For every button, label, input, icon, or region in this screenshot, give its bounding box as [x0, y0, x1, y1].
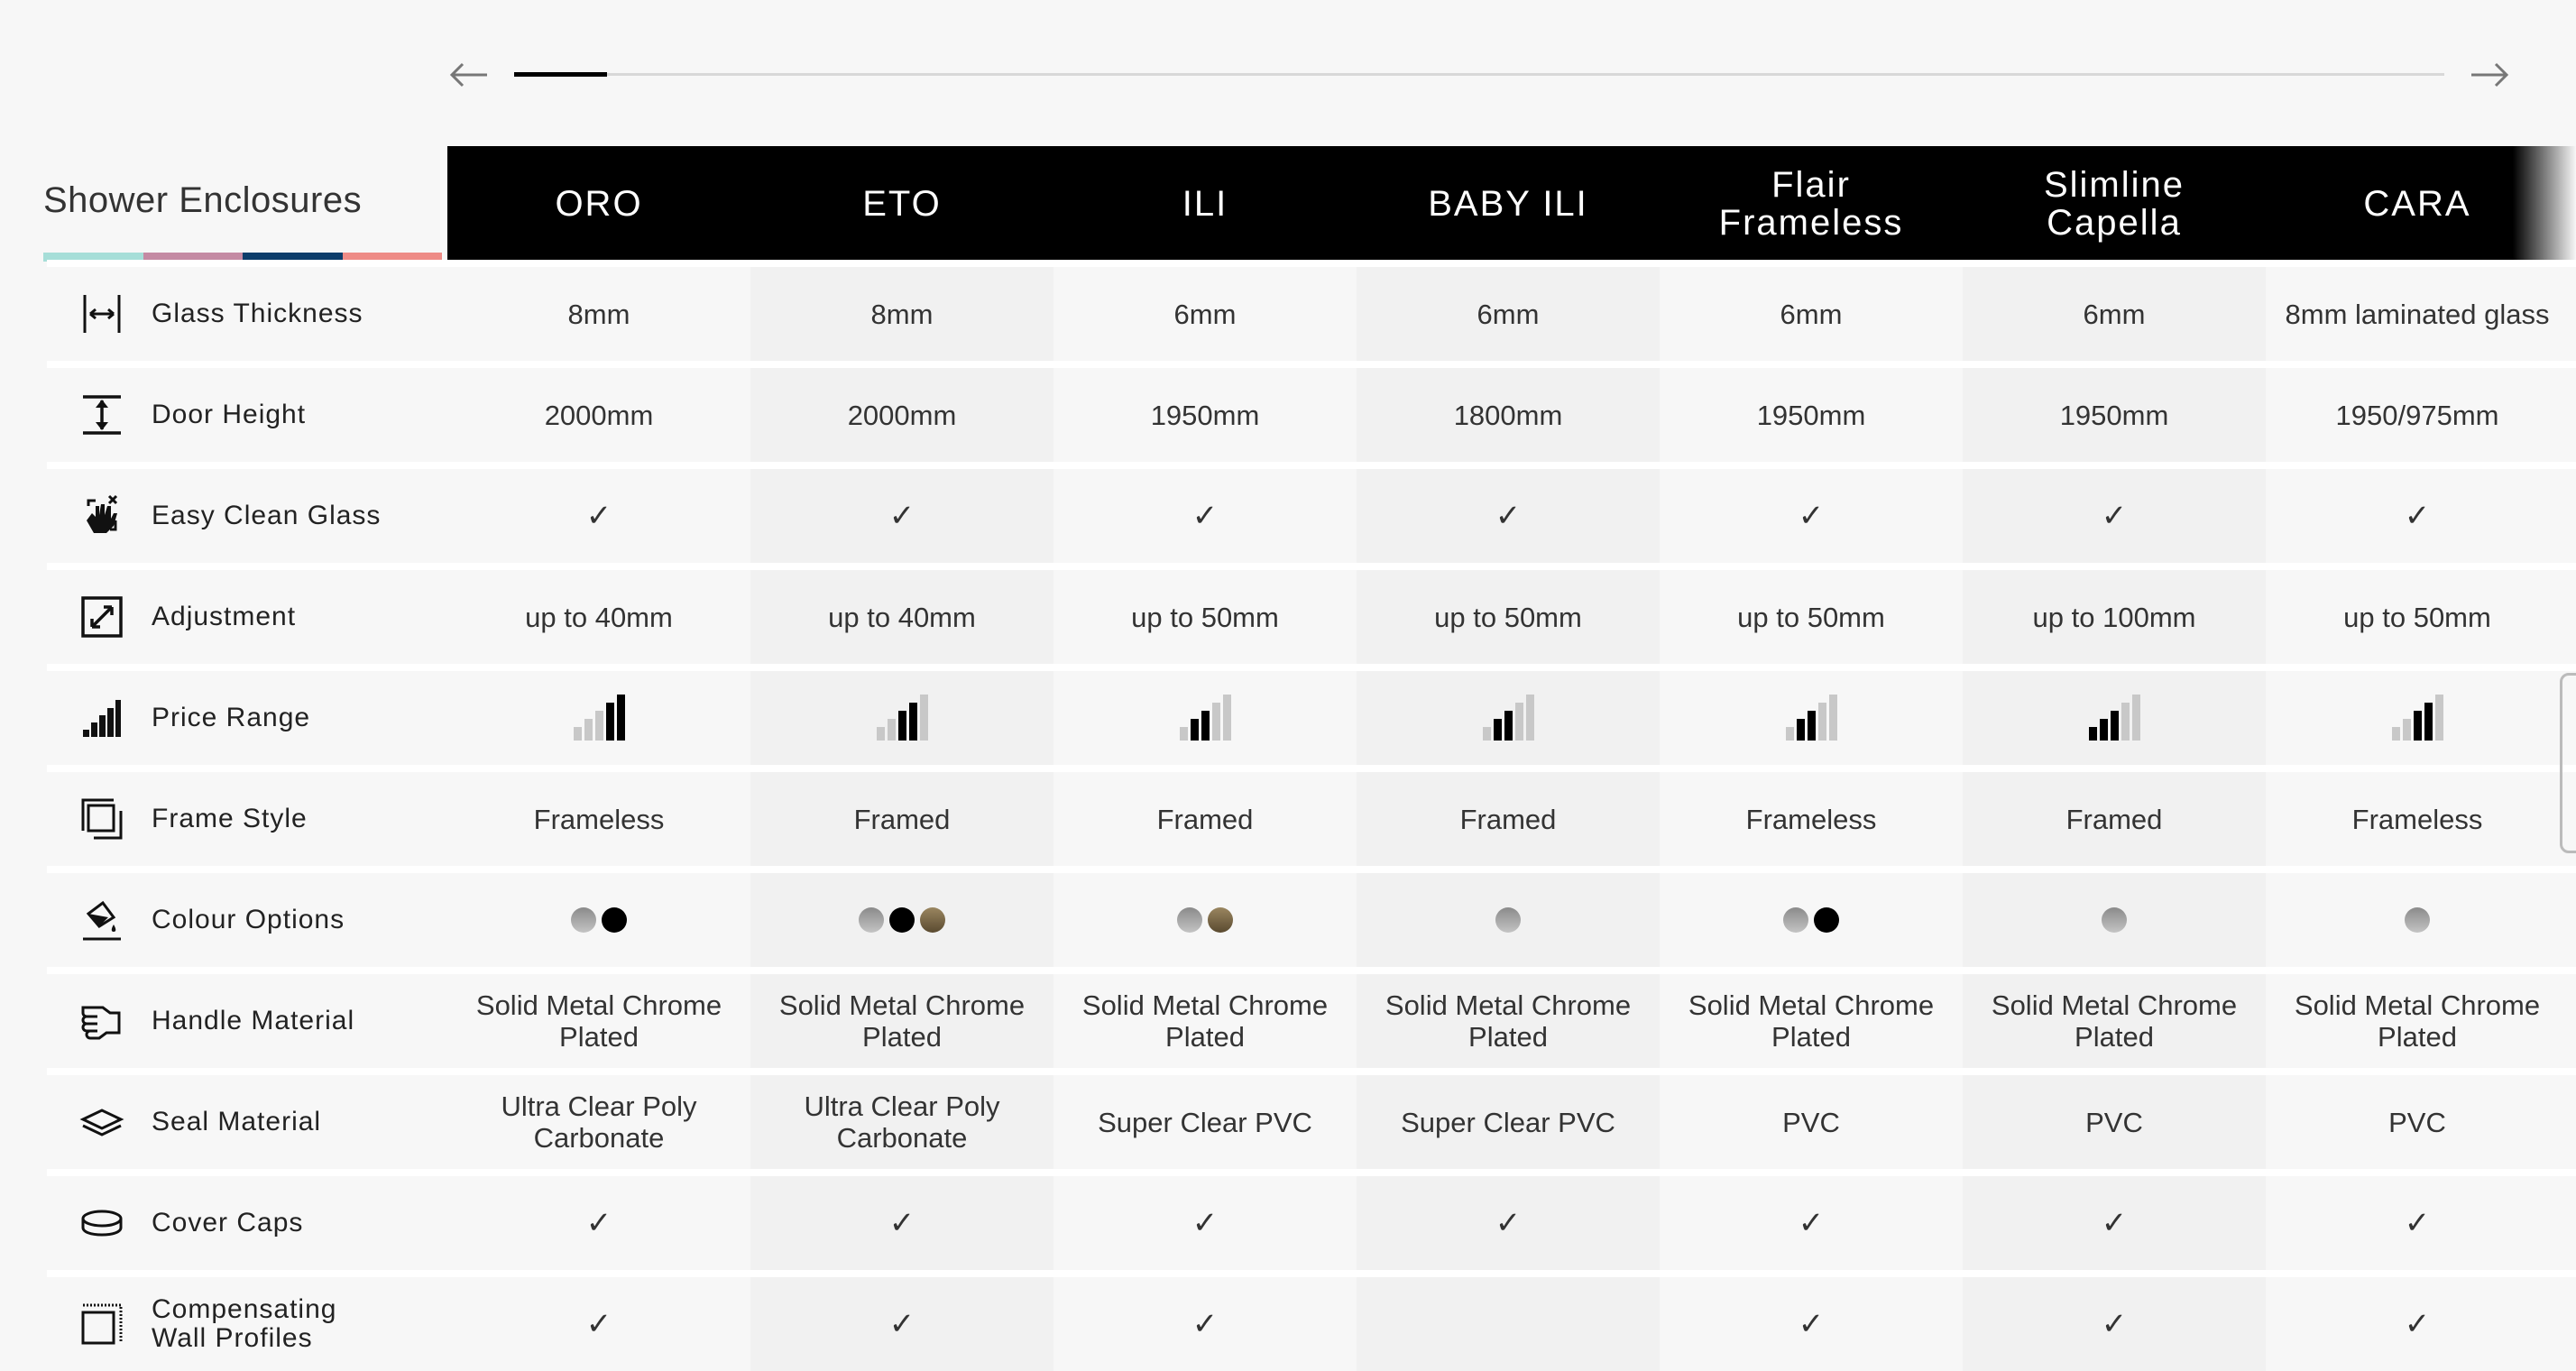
page-scrollbar[interactable]	[2560, 673, 2576, 853]
cell-value: Solid Metal Chrome Plated	[475, 989, 722, 1053]
price-bar	[920, 695, 928, 741]
table-cell	[1053, 873, 1357, 967]
table-cell	[1357, 469, 1660, 563]
price-bar	[2403, 719, 2411, 741]
table-cell	[1660, 368, 1963, 462]
product-header-row	[447, 146, 2576, 262]
table-cell	[447, 1277, 750, 1371]
table-cell	[447, 267, 750, 361]
table-row	[47, 671, 2576, 765]
cell-value: PVC	[2388, 1106, 2446, 1138]
row-divider	[47, 1270, 2576, 1277]
row-label	[47, 1176, 440, 1270]
page-title: Shower Enclosures	[43, 180, 363, 220]
product-name: ORO	[555, 184, 643, 224]
table-cell	[1357, 267, 1660, 361]
cell-value: up to 40mm	[828, 601, 976, 633]
check-icon: ✓	[1191, 498, 1219, 533]
table-cell	[1660, 671, 1963, 765]
table-cell	[1660, 469, 1963, 563]
check-icon: ✓	[1191, 1205, 1219, 1240]
cell-value: up to 50mm	[1131, 601, 1279, 633]
table-cell	[1963, 1176, 2266, 1270]
price-bar	[2414, 711, 2422, 741]
cell-value: Solid Metal Chrome Plated	[778, 989, 1026, 1053]
row-label	[47, 1075, 440, 1169]
price-bar	[1180, 727, 1188, 741]
table-row	[47, 469, 2576, 563]
row-divider	[47, 462, 2576, 469]
cell-value: Ultra Clear Poly Carbonate	[501, 1090, 697, 1154]
price-level-indicator	[1786, 695, 1837, 741]
price-bar	[1526, 695, 1534, 741]
check-icon: ✓	[1798, 498, 1825, 533]
price-bar	[606, 703, 614, 741]
cell-value: Frameless	[1745, 803, 1877, 835]
price-bar	[898, 711, 906, 741]
table-cell	[2266, 570, 2569, 664]
price-level-indicator	[1180, 695, 1231, 741]
layers-icon	[79, 1100, 124, 1145]
table-cell	[750, 570, 1053, 664]
table-cell	[750, 469, 1053, 563]
check-icon: ✓	[1191, 1306, 1219, 1341]
cell-value: 8mm	[567, 298, 630, 330]
product-header	[447, 146, 750, 262]
price-bar	[2132, 695, 2140, 741]
table-row	[47, 1176, 2576, 1270]
cell-value: Solid Metal Chrome Plated	[1991, 989, 2238, 1053]
table-cell	[750, 1176, 1053, 1270]
cell-value: 2000mm	[544, 399, 654, 431]
price-bar	[2392, 727, 2400, 741]
table-cell	[750, 1277, 1053, 1371]
table-cell	[2266, 1075, 2569, 1169]
table-cell	[1660, 974, 1963, 1068]
cell-value: Framed	[2065, 803, 2163, 835]
frame-style-icon	[79, 796, 124, 842]
price-level-indicator	[2089, 695, 2140, 741]
table-cell	[2266, 671, 2569, 765]
table-cell	[1357, 974, 1660, 1068]
colour-swatch-chrome	[571, 907, 596, 933]
row-label	[47, 368, 440, 462]
price-bar	[1515, 703, 1523, 741]
cell-value: up to 50mm	[1737, 601, 1885, 633]
table-cell	[1963, 1277, 2266, 1371]
price-bar	[617, 695, 625, 741]
table-row	[47, 1075, 2576, 1169]
cell-value: up to 50mm	[1434, 601, 1582, 633]
row-label-text: Colour Options	[152, 905, 345, 934]
table-row	[47, 772, 2576, 866]
row-label-text: Cover Caps	[152, 1208, 304, 1238]
handle-icon	[79, 998, 124, 1044]
cell-value: Solid Metal Chrome Plated	[1385, 989, 1632, 1053]
adjustment-icon	[79, 594, 124, 639]
easy-clean-icon	[79, 493, 124, 538]
row-label	[47, 772, 440, 866]
cell-value: 8mm laminated glass	[2285, 298, 2550, 330]
table-cell	[1357, 772, 1660, 866]
row-label	[47, 267, 440, 361]
row-label	[47, 570, 440, 664]
cell-value: Super Clear PVC	[1098, 1106, 1312, 1138]
product-header	[750, 146, 1053, 262]
table-cell	[1357, 368, 1660, 462]
table-cell	[2266, 1176, 2569, 1270]
price-bar	[1829, 695, 1837, 741]
price-bar	[1201, 711, 1210, 741]
table-cell	[2266, 974, 2569, 1068]
cell-value: 8mm	[870, 298, 934, 330]
price-bar	[595, 711, 603, 741]
table-row	[47, 368, 2576, 462]
colour-swatch-chrome	[2405, 907, 2430, 933]
colour-swatch-chrome	[1783, 907, 1808, 933]
table-cell	[750, 974, 1053, 1068]
table-cell	[1660, 873, 1963, 967]
price-bar	[1504, 711, 1513, 741]
cell-value: 2000mm	[847, 399, 957, 431]
table-cell	[447, 469, 750, 563]
cell-value: Framed	[853, 803, 951, 835]
check-icon: ✓	[888, 1205, 915, 1240]
table-cell	[1660, 1277, 1963, 1371]
row-label	[47, 671, 440, 765]
table-cell	[1053, 772, 1357, 866]
price-level-indicator	[2392, 695, 2443, 741]
table-cell	[1660, 267, 1963, 361]
cell-value: Frameless	[2351, 803, 2483, 835]
table-cell	[1660, 772, 1963, 866]
row-divider	[47, 765, 2576, 772]
cell-value: up to 50mm	[2343, 601, 2491, 633]
table-cell	[1357, 671, 1660, 765]
check-icon: ✓	[1495, 498, 1522, 533]
row-label-text: Door Height	[152, 400, 307, 429]
colour-swatch-brass	[920, 907, 945, 933]
arrow-left-icon[interactable]	[446, 57, 492, 93]
table-cell	[1053, 1075, 1357, 1169]
table-cell	[1963, 974, 2266, 1068]
row-label-text: Glass Thickness	[152, 299, 363, 328]
wall-profile-icon	[79, 1302, 124, 1347]
price-range-icon	[79, 695, 124, 741]
table-cell	[2266, 368, 2569, 462]
row-label-text: Easy Clean Glass	[152, 501, 382, 530]
cell-value: Ultra Clear Poly Carbonate	[804, 1090, 1000, 1154]
price-level-indicator	[1483, 695, 1534, 741]
price-bar	[1786, 727, 1794, 741]
price-bar	[1797, 719, 1805, 741]
cell-value: up to 40mm	[525, 601, 673, 633]
row-label-text: Handle Material	[152, 1006, 355, 1035]
table-cell	[1963, 671, 2266, 765]
price-bar	[2121, 703, 2130, 741]
row-label	[47, 974, 440, 1068]
colour-swatch-chrome	[1177, 907, 1202, 933]
arrow-right-icon[interactable]	[2467, 57, 2512, 93]
cell-value: 6mm	[1173, 298, 1237, 330]
table-cell	[750, 772, 1053, 866]
table-cell	[2266, 267, 2569, 361]
table-cell	[1963, 873, 2266, 967]
table-cell	[1357, 873, 1660, 967]
table-cell	[1053, 1176, 1357, 1270]
price-bar	[1818, 703, 1826, 741]
product-header	[1963, 146, 2266, 262]
table-row	[47, 267, 2576, 361]
check-icon: ✓	[1495, 1205, 1522, 1240]
row-label-text: Seal Material	[152, 1107, 322, 1136]
carousel-nav	[0, 52, 2576, 97]
glass-thickness-icon	[79, 291, 124, 336]
row-divider	[47, 563, 2576, 570]
cell-value: Framed	[1156, 803, 1254, 835]
cell-value: 1950mm	[1150, 399, 1260, 431]
table-cell	[1963, 772, 2266, 866]
table-cell	[1053, 570, 1357, 664]
check-icon: ✓	[1798, 1306, 1825, 1341]
table-cell	[750, 1075, 1053, 1169]
table-cell	[750, 671, 1053, 765]
row-label	[47, 1277, 440, 1371]
table-cell	[1357, 1176, 1660, 1270]
product-name: Flair Frameless	[1718, 165, 1904, 243]
table-cell	[2266, 1277, 2569, 1371]
check-icon: ✓	[888, 498, 915, 533]
price-bar	[584, 719, 593, 741]
cell-value: 6mm	[1477, 298, 1540, 330]
product-name: BABY ILI	[1428, 184, 1588, 224]
table-cell	[1660, 1176, 1963, 1270]
row-label-text: Frame Style	[152, 804, 308, 833]
price-bar	[888, 719, 896, 741]
cell-value: Solid Metal Chrome Plated	[1081, 989, 1329, 1053]
cell-value: Super Clear PVC	[1401, 1106, 1615, 1138]
row-label	[47, 469, 440, 563]
row-label	[47, 873, 440, 967]
table-cell	[1053, 671, 1357, 765]
colour-swatch-brass	[1208, 907, 1233, 933]
table-cell	[447, 570, 750, 664]
table-cell	[1053, 267, 1357, 361]
price-level-indicator	[574, 695, 625, 741]
table-cell	[447, 1176, 750, 1270]
table-cell	[1963, 469, 2266, 563]
cell-value: Frameless	[533, 803, 665, 835]
price-bar	[1483, 727, 1491, 741]
check-icon: ✓	[2101, 1205, 2128, 1240]
table-cell	[1357, 570, 1660, 664]
price-bar	[1191, 719, 1199, 741]
check-icon: ✓	[2101, 498, 2128, 533]
row-divider	[47, 1068, 2576, 1075]
colour-swatch-black	[602, 907, 627, 933]
row-divider	[47, 1169, 2576, 1176]
cell-value: 1800mm	[1453, 399, 1563, 431]
table-cell	[1053, 1277, 1357, 1371]
table-cell	[1963, 267, 2266, 361]
price-bar	[2089, 727, 2097, 741]
price-bar	[574, 727, 582, 741]
product-name: Slimline Capella	[2043, 165, 2185, 243]
price-bar	[2100, 719, 2108, 741]
product-header	[1053, 146, 1357, 262]
door-height-icon	[79, 392, 124, 437]
cell-value: PVC	[2085, 1106, 2143, 1138]
check-icon: ✓	[888, 1306, 915, 1341]
cell-value: 6mm	[1780, 298, 1843, 330]
check-icon: ✓	[2404, 1306, 2431, 1341]
cell-value: up to 100mm	[2032, 601, 2196, 633]
table-cell	[1963, 368, 2266, 462]
price-bar	[1808, 711, 1816, 741]
row-label-text: Compensating Wall Profiles	[152, 1294, 337, 1353]
colour-swatch-chrome	[859, 907, 884, 933]
product-name: ILI	[1182, 184, 1228, 224]
price-bar	[877, 727, 885, 741]
price-bar	[1223, 695, 1231, 741]
table-cell	[750, 267, 1053, 361]
table-cell	[1660, 570, 1963, 664]
paint-bucket-icon	[79, 897, 124, 943]
table-row	[47, 570, 2576, 664]
table-cell	[750, 873, 1053, 967]
table-cell	[2266, 469, 2569, 563]
product-header	[1357, 146, 1660, 262]
cover-cap-icon	[79, 1201, 124, 1246]
table-cell	[1053, 469, 1357, 563]
table-cell	[1053, 974, 1357, 1068]
colour-swatch-black	[889, 907, 915, 933]
cell-value: 1950mm	[2059, 399, 2169, 431]
product-name: ETO	[862, 184, 942, 224]
table-cell	[1660, 1075, 1963, 1169]
table-cell	[1963, 570, 2266, 664]
table-cell	[447, 1075, 750, 1169]
row-divider	[47, 664, 2576, 671]
colour-swatch-chrome	[1495, 907, 1521, 933]
table-cell	[1357, 1075, 1660, 1169]
colour-swatch-black	[1814, 907, 1839, 933]
price-bar	[2435, 695, 2443, 741]
check-icon: ✓	[1798, 1205, 1825, 1240]
carousel-scroll-thumb[interactable]	[514, 72, 607, 77]
table-cell	[1963, 1075, 2266, 1169]
row-divider	[47, 866, 2576, 873]
table-cell	[447, 772, 750, 866]
cell-value: PVC	[1782, 1106, 1840, 1138]
table-row	[47, 974, 2576, 1068]
price-bar	[1494, 719, 1502, 741]
row-divider	[47, 260, 2576, 267]
colour-swatch-chrome	[2102, 907, 2127, 933]
price-bar	[2424, 703, 2433, 741]
table-cell	[447, 873, 750, 967]
price-bar	[1212, 703, 1220, 741]
row-divider	[47, 967, 2576, 974]
table-cell	[2266, 873, 2569, 967]
product-header	[2266, 146, 2569, 262]
cell-value: 1950mm	[1756, 399, 1866, 431]
product-name: CARA	[2363, 184, 2471, 224]
table-cell	[447, 368, 750, 462]
cell-value: Solid Metal Chrome Plated	[2294, 989, 2541, 1053]
table-cell	[2266, 772, 2569, 866]
table-row	[47, 873, 2576, 967]
price-bar	[909, 703, 917, 741]
check-icon: ✓	[585, 1205, 612, 1240]
price-level-indicator	[877, 695, 928, 741]
table-cell	[447, 974, 750, 1068]
table-cell	[1357, 1277, 1660, 1371]
table-cell	[447, 671, 750, 765]
product-header	[1660, 146, 1963, 262]
table-cell	[750, 368, 1053, 462]
cell-value: Framed	[1459, 803, 1557, 835]
check-icon: ✓	[2404, 498, 2431, 533]
cell-value: 1950/975mm	[2335, 399, 2499, 431]
check-icon: ✓	[2101, 1306, 2128, 1341]
row-label-text: Price Range	[152, 703, 311, 732]
row-label-text: Adjustment	[152, 602, 297, 631]
row-divider	[47, 361, 2576, 368]
cell-value: 6mm	[2083, 298, 2146, 330]
cell-value: Solid Metal Chrome Plated	[1688, 989, 1935, 1053]
price-bar	[2111, 711, 2119, 741]
check-icon: ✓	[585, 1306, 612, 1341]
table-row	[47, 1277, 2576, 1371]
carousel-scrollbar[interactable]	[514, 73, 2444, 76]
check-icon: ✓	[2404, 1205, 2431, 1240]
table-cell	[1053, 368, 1357, 462]
check-icon: ✓	[585, 498, 612, 533]
